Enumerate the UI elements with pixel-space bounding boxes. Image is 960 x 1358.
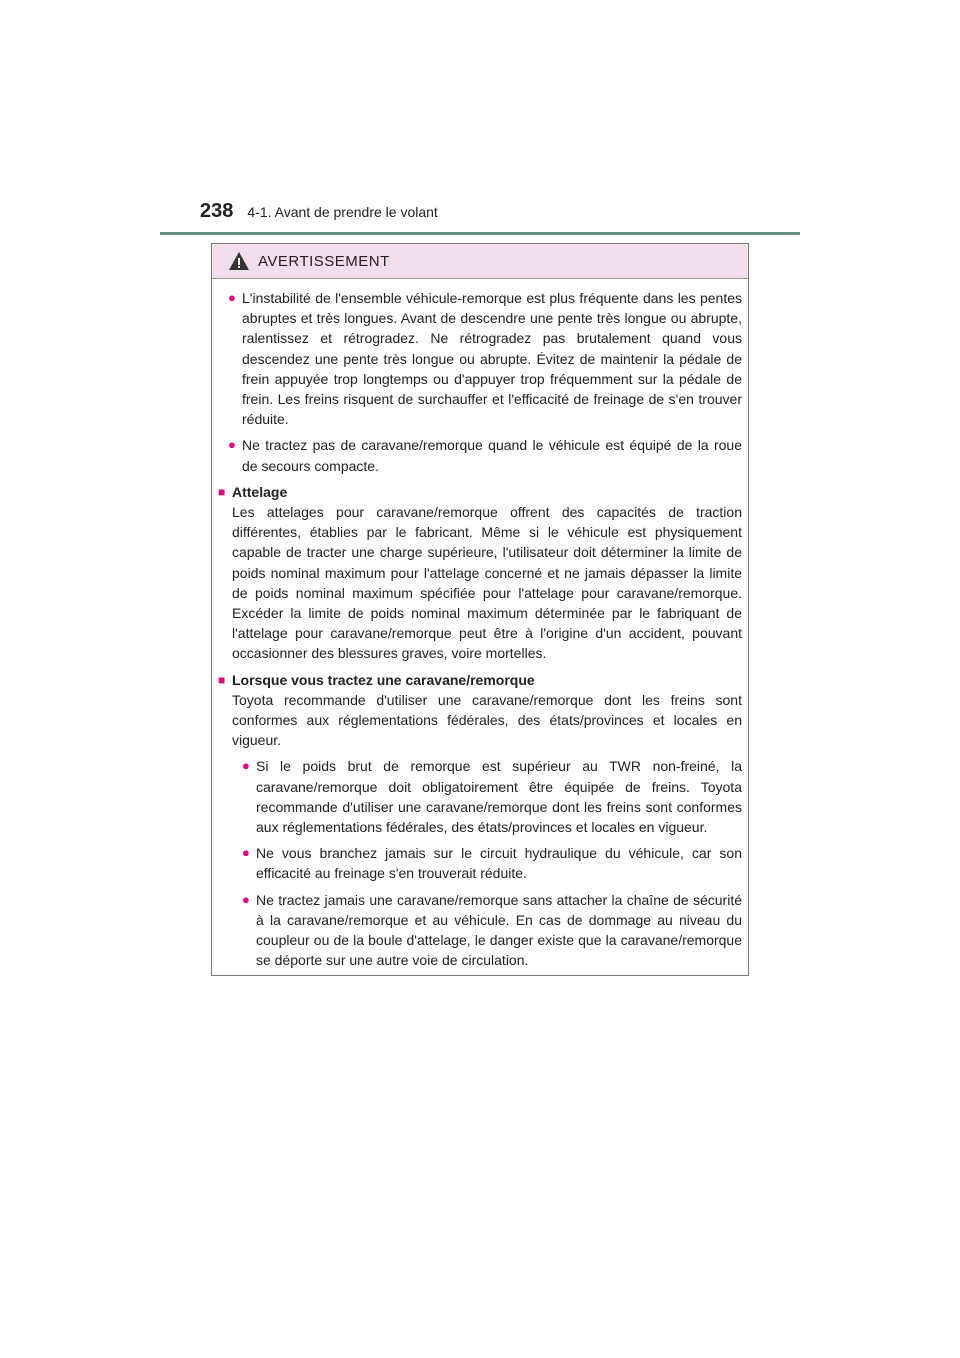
bullet-text: L'instabilité de l'ensemble véhicule-remorque est plus fréquente dans les pentes abruptes et très longues. Avant de descendre une pente très longue ou abrupte, ralentissez et rétrogradez. Ne rétrogradez pas brutalement quand vous descendez une pente très longue ou abrupte. Évitez de maintenir la pédale de frein appuyée trop longtemps ou d'appuyer trop fréquemment sur la pédale de frein. Les freins risquent de surchauffer et l'efficacité de freinage de s'en trouver réduite.	[242, 290, 742, 428]
section-heading: Attelage	[232, 483, 288, 500]
warning-header	[212, 244, 748, 279]
bullet-text: Ne vous branchez jamais sur le circuit hydraulique du véhicule, car son efficacité au freinage s'en trouverait réduite.	[256, 845, 742, 882]
warning-title: AVERTISSEMENT	[258, 252, 390, 270]
pink-square-bullet-icon: ■	[218, 484, 226, 499]
bullet-text: Ne tractez pas de caravane/remorque quand le véhicule est équipé de la roue de secours compacte.	[242, 437, 742, 474]
list-item	[242, 843, 742, 883]
page-header	[200, 200, 438, 223]
list-item	[242, 890, 742, 971]
warning-box	[211, 243, 749, 976]
pink-circle-bullet-icon: ●	[242, 758, 250, 774]
bullet-text: Si le poids brut de remorque est supérieur au TWR non-freiné, la caravane/remorque doit obligatoirement être équipée de freins. Toyota recommande d'utiliser une caravane/remorque dont les freins sont conformes aux réglementations fédérales, des états/provinces et locales en vigueur.	[256, 758, 742, 836]
section-heading: Lorsque vous tractez une caravane/remorque	[232, 671, 535, 688]
list-item	[228, 288, 742, 429]
page-number: 238	[200, 200, 234, 222]
section-heading-attelage	[218, 482, 742, 502]
pink-circle-bullet-icon: ●	[228, 437, 236, 453]
list-item	[242, 756, 742, 837]
warning-triangle-icon	[228, 251, 250, 271]
header-rule	[160, 232, 800, 235]
warning-content	[212, 279, 748, 971]
pink-circle-bullet-icon: ●	[242, 891, 250, 907]
section-heading-towing	[218, 670, 742, 690]
section-paragraph: Les attelages pour caravane/remorque offrent des capacités de traction différentes, établies par le fabricant. Même si le véhicule est physiquement capable de tracter une charge supérieure, l'utilisateur doit déterminer la limite de poids nominal maximum pour l'attelage concerné et ne jamais dépasser la limite de poids nominal maximum spécifiée pour l'attelage pour caravane/remorque. Excéder la limite de poids nominal maximum déterminée par le fabriquant de l'attelage pour caravane/remorque peut être à l'origine d'un accident, pouvant occasionner des blessures graves, voire mortelles.	[232, 504, 742, 662]
pink-circle-bullet-icon: ●	[242, 845, 250, 861]
bullet-text: Ne tractez jamais une caravane/remorque sans attacher la chaîne de sécurité à la caravane/remorque et au véhicule. En cas de dommage au niveau du coupleur ou de la boule d'attelage, le danger existe que la caravane/remorque se déporte sur une autre voie de circulation.	[256, 891, 742, 969]
section-title: 4-1. Avant de prendre le volant	[247, 204, 438, 220]
list-item	[228, 435, 742, 475]
section-paragraph: Toyota recommande d'utiliser une caravane/remorque dont les freins sont conformes aux réglementations fédérales, des états/provinces et locales en vigueur.	[232, 691, 742, 749]
pink-circle-bullet-icon: ●	[228, 290, 236, 305]
pink-square-bullet-icon: ■	[218, 672, 226, 687]
